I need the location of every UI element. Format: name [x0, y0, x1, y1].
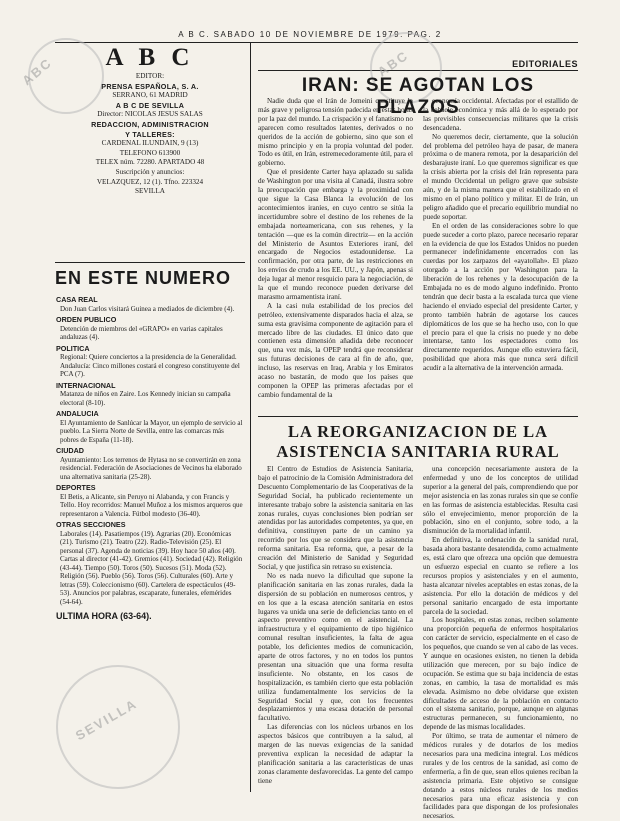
paragraph: Los hospitales, en estas zonas, reciben solamente una proporción pequeña de enfermos hospitalarios con carácter de servicio, especialmente en el caso de los pequeños, que cuando se ven al cabo de las veces. Y aunque en ocasiones existen, no tienen la debida utilización que merecen, por su bajo índice de ocupación. Se estima que su baja incidencia de estas zonas, en cambio, la tasa de mortalidad es más elevada. Asimismo no debe olvidarse que existen dificultades de acceso de la población en contacto con el sistema sanitario, porque, aunque en algunas estructuras permanecen, su funcionamiento, no depende de las mismas localidades. [423, 616, 578, 732]
stamp-ring [56, 665, 180, 789]
paragraph: En el orden de las consideraciones sobre lo que puede suceder a corto plazo, parece necesario reparar en la evidencia de que los Estados Unidos no pueden permanecer indefinidamente encerrados con las cuerdas por los zarpazos del «ayatollah». El plazo otorgado a la acción por Washington para la liberación de los rehenes y la desocupación de la Embajada no es de modo alguno indefinido. Pronto tendrán que decir basta a la escalada turca que viene haciendo el enviado especial del presidente Carter, y pronto también habrán de agotarse los cauces diplomáticos de los que se ha hecho uso, con lo que el precio para el que la crisis no puede y no debe intentarse, tanto los espectadores como los directamente requeridos. Aunque ello estuviera fácil, posibilidad que ahora más que nunca será difícil acudir a la alternativa de la intervención armada. [423, 221, 578, 373]
masthead-line: Suscripción y anuncios: [115, 167, 185, 176]
index-section-text: El Ayuntamiento de Sanlúcar la Mayor, un ejemplo de servicio al pueblo. La Sierra Norte de Sevilla, entre las comarcas más pobres de España (11-18). [60, 418, 243, 444]
article1-col2 [423, 97, 578, 415]
article1-headline: IRAN: SE AGOTAN LOS PLAZOS [301, 75, 535, 118]
masthead-line: Y TALLERES: [125, 129, 175, 139]
index-list [56, 293, 244, 621]
abc-logo: A B C [105, 44, 195, 71]
masthead-line: VELAZQUEZ, 12 (1). Tfno. 223324 [96, 177, 204, 186]
section-label: EDITORIALES [512, 59, 578, 69]
masthead-line: CARDENAL ILUNDAIN, 9 (13) [101, 139, 199, 148]
paragraph: Nadie duda que el Irán de Jomeini constituye la más grave y peligrosa tensión padecida en estas horas por la paz del mundo. La crispación y el fanatismo no aparecen como resultados latentes, derivados o no queridos de la acción de gobierno, sino que son el mismo principio y en la propia voluntad del poder. Todo es útil, en Irán, estremecedoramente útil, para el gobierno. [258, 97, 413, 168]
article-divider [258, 416, 578, 417]
column-rule [250, 42, 251, 792]
index-section-text: Regional: Quiere conciertos a la presidencia de la Generalidad. Andalucía: Cinco millones costará el congreso constituyente del PCA (7). [60, 353, 240, 378]
masthead [55, 44, 245, 197]
index-section-text: Matanza de niños en Zaire. Los Kennedy inician su campaña electoral (8-10). [60, 390, 231, 407]
masthead-bottom-rule [55, 262, 245, 263]
paragraph: No queremos decir, ciertamente, que la solución del problema del petróleo haya de pasar, de manera próxima o de manera remota, por la desaparición del desbarajuste iraní. Lo que queremos significar es que la crisis abierta por la crisis del Irán representa para el mundo Occidental un peligro grave que subsiste aún, y de la misma manera que el estabilizado en el mismo en el plano político y militar. El de Irán, un peligro añadido que el precario equilibrio mundial no puede soportar. [423, 132, 578, 221]
watermark-stamp: ABC [374, 47, 412, 80]
masthead-line: A B C DE SEVILLA [115, 100, 185, 110]
index-section-name: ORDEN PUBLICO [56, 315, 117, 324]
paragraph: Las diferencias con los núcleos urbanos en los aspectos básicos que contribuyen a la salud, al margen de las nuevas exigencias de la sanidad preventiva explican la necesidad de adaptar la planificación sanitaria a las características de unas zonas claramente desfavorecidas. La gente del campo tiene [258, 723, 413, 785]
masthead-line: Director: NICOLAS JESUS SALAS [97, 110, 203, 119]
masthead-line: TELEFONO 613900 [119, 148, 181, 157]
paragraph: No es nada nuevo la dificultad que supone la planificación sanitaria en las zonas rurales, dada la dispersión de su población en numerosos centros, y en los que a la escasa atención sanitaria en estos lugares va unida una serie de deficiencias tanto en el aspecto preventivo como en el asistencial. La infraestructura y el equipamiento de tipo higiénico comunal resultan insuficientes, la falta de agua potable, los deficientes medios de comunicación, aparte de otros factores, y no en todos los puntos presentan una situación que una forma resulta insuficiente. No obstante, en los casos de hospitalización, es también cierto que esta población utiliza fundamentalmente los servicios de la Seguridad Social y que, con los frecuentes desplazamientos y una escasa dotación de personal facultativo. [258, 571, 413, 723]
index-section-name: OTRAS SECCIONES [56, 520, 126, 529]
index-section-name: CIUDAD [56, 446, 84, 455]
index-section-name: ANDALUCIA [56, 409, 99, 418]
index-section-name: CASA REAL [56, 295, 98, 304]
article2-col2 [423, 465, 578, 821]
masthead-line: EDITOR: [135, 72, 165, 80]
paragraph: una concepción necesariamente austera de la enfermedad y uno de los conceptos de utilidad superior a la general del país, comprendiendo que por mejor asistencia en las zonas rurales sin que se confíe en las formas de asistencia establecidas. Resulta casi sólo el envejecimiento, menor proporción de la población, sino en el conjunto, sobre todo, a la disminución de la mortalidad infantil. [423, 465, 578, 536]
masthead-line: PRENSA ESPAÑOLA, S. A. [101, 81, 199, 91]
watermark-stamp: SEVILLA [72, 695, 141, 744]
masthead-line: SEVILLA [135, 187, 165, 196]
index-section-text: El Betis, a Alicante, sin Peruyo ni Alabanda, y con Francis y Tello. Hoy recorridos: Manuel Muñoz a los mismos arqueros que representaron a Valencia. Fútbol modesto (36-40). [60, 492, 243, 518]
paragraph: economía occidental. Afectadas por el estallido de la debacle económica y más allá de lo esperado por las previsibles consecuencias militares que la crisis desencadena. [423, 97, 578, 132]
article2-col1 [258, 465, 413, 790]
running-head: A B C. SABADO 10 DE NOVIEMBRE DE 1979. PAG. 2 [178, 30, 442, 39]
index-section-name: POLITICA [56, 343, 90, 353]
masthead-line: SERRANO, 61 MADRID [112, 91, 188, 100]
index-section-text: Detención de miembros del «GRAPO» en varias capitales andaluzas (4). [60, 324, 223, 341]
index-section-name: INTERNACIONAL [56, 380, 116, 390]
index-section-text: Laborales (14). Pasatiempos (19). Agrarias (20). Económicas (21). Turismo (21). Teatro (22). Radio-Televisión (25). El personal (37). Agenda de noticias (39). Hoy hace 50 años (40). Cartas al director (41-42). Gremios (41). Sociedad (42). Religión (43-44). Tiempo (50). Toros (50). Sucesos (51). Moda (52). Religión (56). Pueblo (56). Toros (56). Culturales (60). Arte y letras (59). Coleccionismo (60). Cartelera de espectáculos (49-53). Anuncios por palabras, escaparate, funerales, efemérides (54-64). [60, 529, 243, 606]
article2-headline: LA REORGANIZACION DE LA ASISTENCIA SANITARIA RURAL [276, 422, 560, 461]
masthead-line: REDACCION, ADMINISTRACION [91, 119, 209, 129]
index-section-name: DEPORTES [56, 483, 96, 492]
paragraph: El Centro de Estudios de Asistencia Sanitaria, bajo el patrocinio de la Comisión Administradora del Descuento Complementario de las Cooperativas de la Seguridad Social, ha publicado recientemente un interesante trabajo sobre la asistencia sanitaria en las zonas rurales, cuyas conclusiones bien podrían ser atendidas por las autoridades competentes, ya que, en definitiva, constituyen parte de un camino ya recorrido por los que se considera que la asistencia reforma sanitaria. Esa reforma, que, a pesar de la creación del Ministerio de Sanidad y Seguridad Social, y que justifica sin retraso su existencia. [258, 465, 413, 571]
index-last: ULTIMA HORA (63-64). [56, 611, 152, 621]
index-section-text: Ayuntamiento: Los terrenos de Hytasa no se convertirán en zona residencial. Federación de Asociaciones de Vecinos ha elaborado una alternativa sanitaria (25-28). [60, 455, 242, 481]
watermark-stamp: ABC [19, 54, 55, 89]
index-title: EN ESTE NUMERO [55, 268, 232, 288]
masthead-line: TELEX núm. 72280. APARTADO 48 [95, 158, 205, 167]
index-section-text: Don Juan Carlos visitará Guinea a mediados de diciembre (4). [60, 304, 235, 313]
paragraph: A la casi nula estabilidad de los precios del petróleo, extensivamente disparados hacia el alza, se suma esta gravísima componente de agitación para el mercado libre de las ciudades. El único dato que contienen esta dimensión añadida debe reconocer que, una vez más, la OPEP tendrá que reconsiderar sus futuras decisiones de cara al fin de año, que, incluso, las reservas en Iraq, Arabia y los Emiratos acaso no bastarán, de modo que los países que componen la OPEP las primeras afectadas por el cambio fundamental de la [258, 301, 413, 399]
paragraph: En definitiva, la ordenación de la sanidad rural, basada ahora bastante desatendida, como actualmente es, está claro que ofrezca una opción que demuestra un esfuerzo especial en cuanto se refiere a los recursos propios y asistenciales y en el aumento, hasta alcanzar niveles aceptables en estas zonas, de la asistencia. Por ello la dotación de médicos y del personal sanitario encargado de esta importante parcela de la sociedad. [423, 536, 578, 616]
top-rule [55, 42, 578, 43]
paragraph: Que el presidente Carter haya aplazado su salida de Washington por una visita al Canadá, ilustra sobre la preocupación que embarga y la proximidad con que sigue la Casa Blanca la evolución de los acontecimientos iraníes, en cuyo centro se sitúa la incertidumbre sobre el destino de los rehenes de la embajada norteamericana, con sus rehenes, y la tentación —que es la común directriz— en la acción del Ministerio de Asuntos Exteriores iraní, del encargado de Negocios estadounidense. La confirmación, por otra parte, de las restricciones en los envíos de crudo a los EE. UU., y Japón, apenas si deja lugar al menor resquicio para la negociación, de la que el mundo reconoce pueden derivarse del marasmo armamentista iraní. [258, 168, 413, 301]
paragraph: Por último, se trata de aumentar el número de médicos rurales y de dotarlos de los medios necesarios para una medicina integral. Los médicos rurales y de los centros de la sanidad, así como de enfermería, a fin de que, sean ellos quienes reciban la asistencia primaria. Este objetivo se consigue dotando a estos núcleos rurales de los medios necesarios para una eficaz asistencia y con facilidades para que dispongan de los profesionales necesarios. [423, 732, 578, 821]
article1-col1 [258, 97, 413, 415]
